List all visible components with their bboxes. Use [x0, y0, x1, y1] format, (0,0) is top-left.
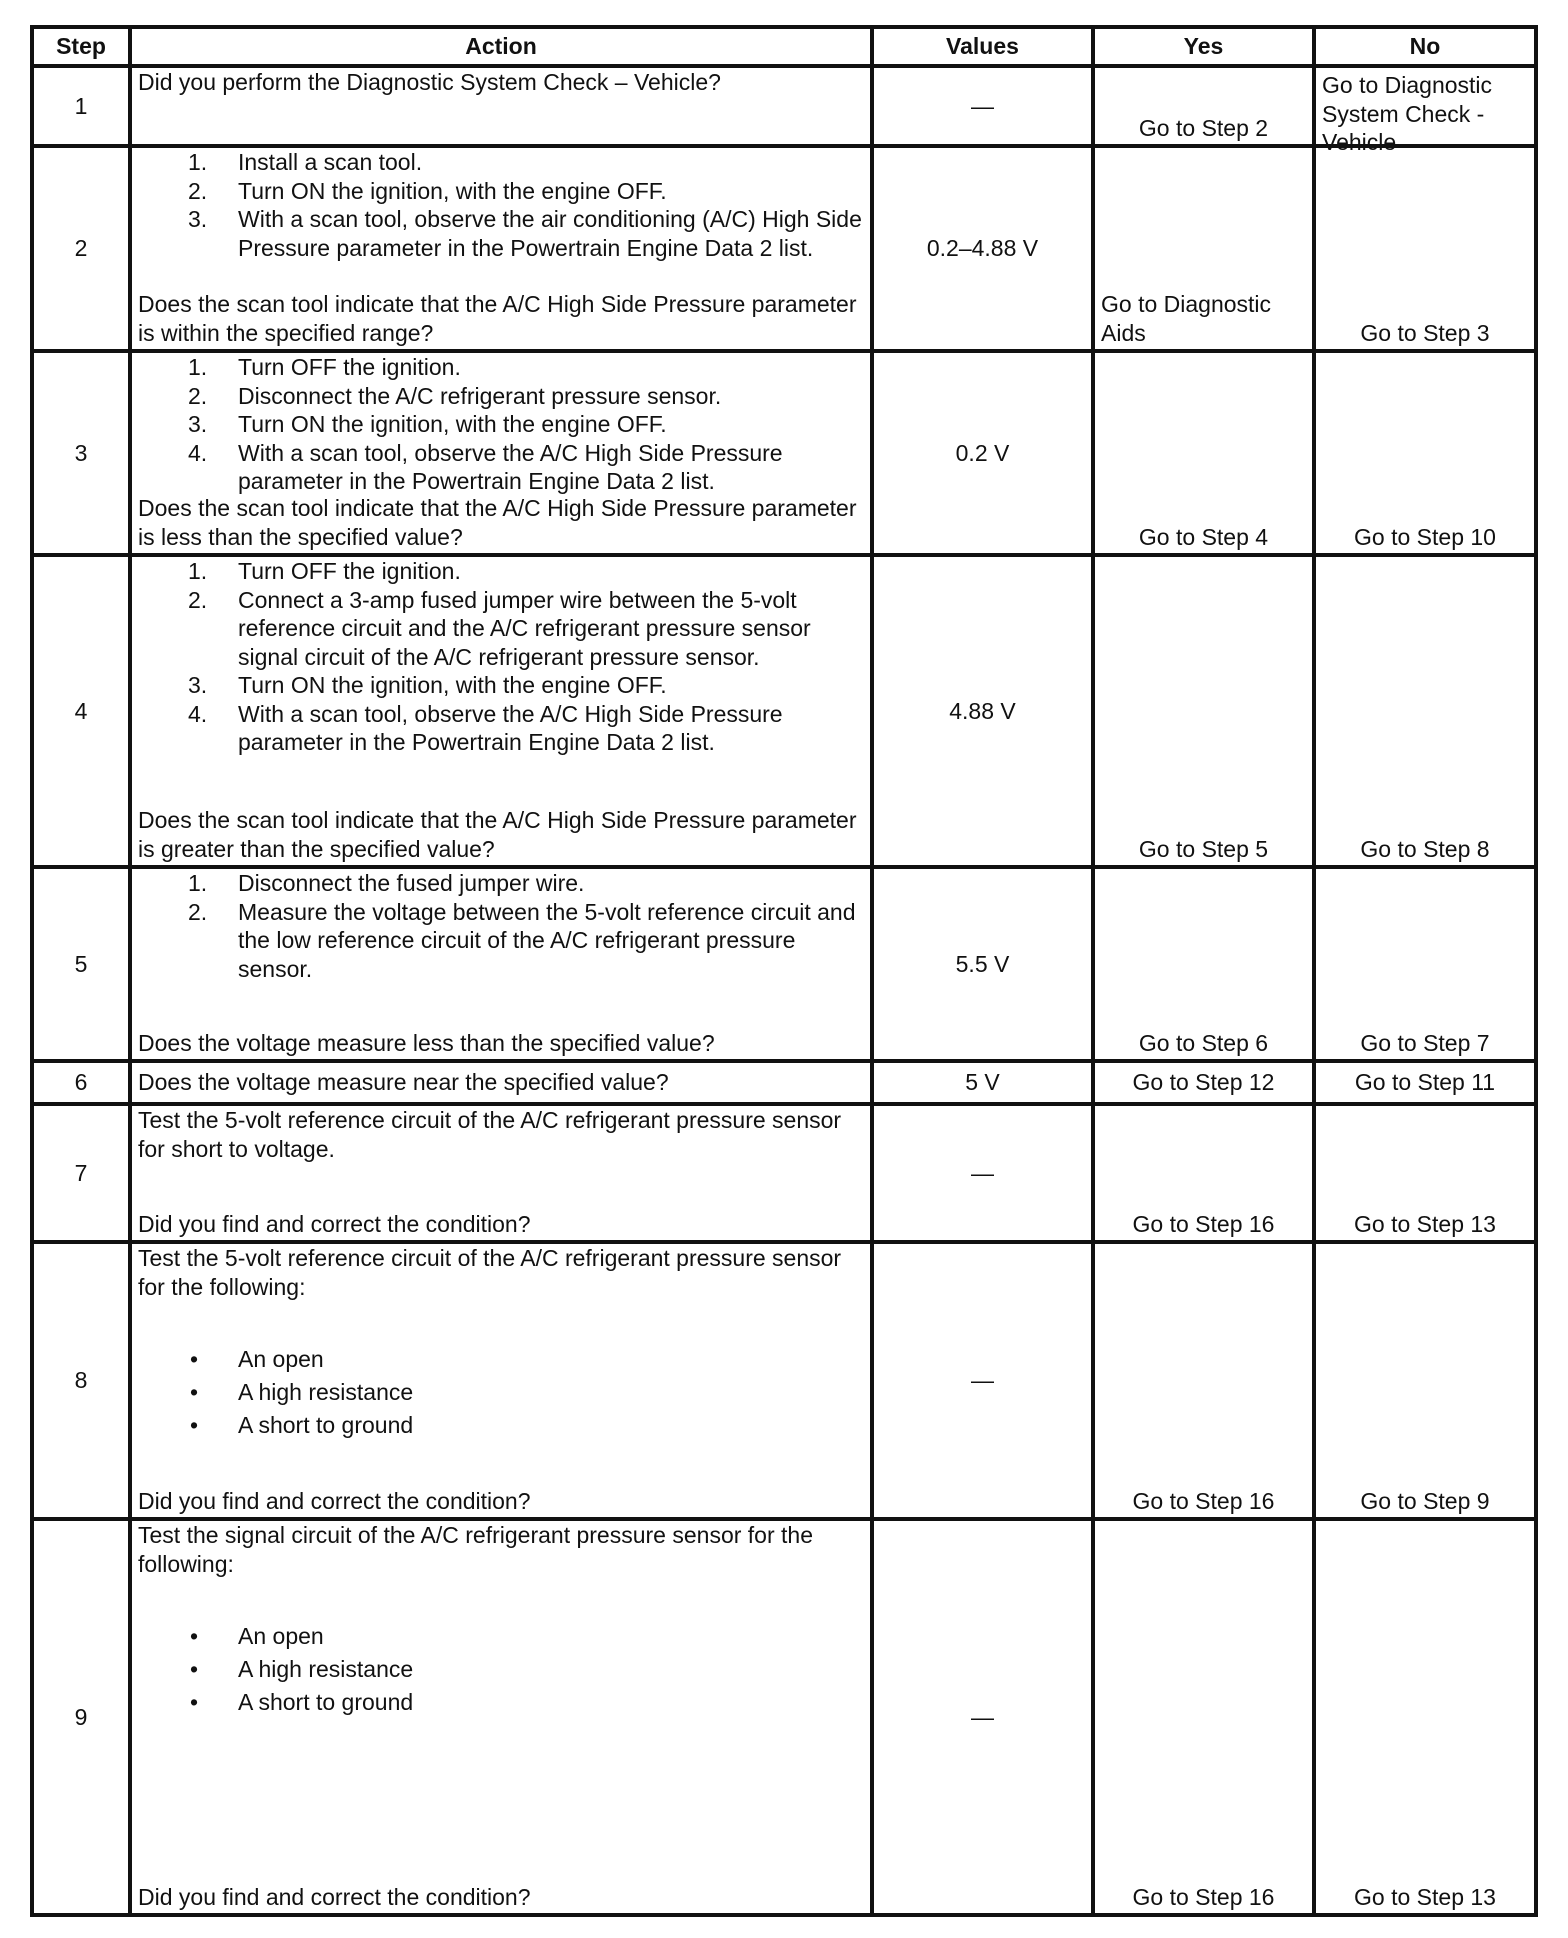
table-row: [32, 146, 1536, 351]
list-item: 1. Turn OFF the ignition.: [188, 558, 461, 584]
action-cell: [130, 66, 872, 146]
table-row: [32, 1242, 1536, 1519]
diagnostic-table: [30, 25, 1538, 1917]
yes-cell: [1093, 1519, 1314, 1915]
values-cell: —: [872, 1104, 1093, 1242]
yes-cell: [1093, 351, 1314, 555]
table-row: [32, 555, 1536, 867]
action-text: Test the 5-volt reference circuit of the A/C refrigerant pressure sensor for the following:: [138, 1245, 842, 1300]
list-item: 3. Turn ON the ignition, with the engine OFF.: [188, 672, 667, 698]
list-item: 4. With a scan tool, observe the A/C High Side Pressure parameter in the Powertrain Engine Data 2 list.: [188, 700, 783, 755]
values-cell: —: [872, 66, 1093, 146]
action-cell: [130, 867, 872, 1061]
values-cell: 4.88 V: [872, 555, 1093, 867]
list-item: 1. Turn OFF the ignition.: [188, 354, 461, 380]
table-row: [32, 1519, 1536, 1915]
action-question: Did you find and correct the condition?: [138, 1883, 531, 1910]
action-cell: [130, 351, 872, 555]
list-item: • A short to ground: [190, 1689, 414, 1715]
list-item: • A high resistance: [190, 1379, 414, 1405]
no-link[interactable]: Go to Step 10: [1354, 523, 1496, 550]
action-question: Did you find and correct the condition?: [138, 1487, 531, 1514]
step-number: 8: [32, 1242, 130, 1519]
header-yes: Yes: [1093, 27, 1314, 66]
no-link[interactable]: Go to Step 9: [1360, 1487, 1490, 1514]
header-action: Action: [130, 27, 872, 66]
step-number: 7: [32, 1104, 130, 1242]
numbered-steps: [138, 557, 864, 757]
list-item: • An open: [190, 1623, 324, 1649]
yes-cell: [1093, 867, 1314, 1061]
list-item: 3. Turn ON the ignition, with the engine OFF.: [188, 411, 667, 437]
yes-link[interactable]: Go to Step 16: [1132, 1210, 1275, 1237]
no-link[interactable]: Go to Step 11: [1314, 1061, 1536, 1104]
yes-cell: [1093, 146, 1314, 351]
action-text: Test the 5-volt reference circuit of the A/C refrigerant pressure sensor for short to voltage.: [138, 1107, 842, 1162]
numbered-steps: [138, 869, 864, 983]
list-item: 2. Turn ON the ignition, with the engine OFF.: [188, 177, 667, 204]
list-item: • An open: [190, 1346, 324, 1372]
no-link[interactable]: Go to Diagnostic System Check - Vehicle: [1322, 72, 1493, 155]
action-question: Did you find and correct the condition?: [138, 1210, 531, 1237]
yes-cell: [1093, 1242, 1314, 1519]
no-cell: [1314, 146, 1536, 351]
yes-link[interactable]: Go to Step 6: [1138, 1029, 1269, 1056]
list-item: • A high resistance: [190, 1656, 414, 1682]
table-row: [32, 66, 1536, 146]
header-step: Step: [32, 27, 130, 66]
action-text: Does the voltage measure near the specified value?: [138, 1069, 669, 1096]
yes-link[interactable]: Go to Step 2: [1138, 114, 1269, 141]
list-item: 4. With a scan tool, observe the A/C High Side Pressure parameter in the Powertrain Engine Data 2 list.: [188, 439, 783, 494]
bullet-list: [138, 1343, 864, 1442]
action-cell: [130, 1104, 872, 1242]
list-item: 1. Disconnect the fused jumper wire.: [188, 870, 585, 896]
no-link[interactable]: Go to Step 3: [1360, 319, 1490, 346]
yes-link[interactable]: Go to Step 5: [1138, 835, 1269, 862]
step-number: 6: [32, 1061, 130, 1104]
list-item: 2. Connect a 3-amp fused jumper wire between the 5-volt reference circuit and the A/C refrigerant pressure sensor signal circuit of the A/C refrigerant pressure sensor.: [188, 586, 811, 670]
values-cell: 0.2–4.88 V: [872, 146, 1093, 351]
table-row: [32, 1061, 1536, 1104]
no-cell: [1314, 1242, 1536, 1519]
no-cell: [1314, 867, 1536, 1061]
step-number: 5: [32, 867, 130, 1061]
action-cell: [130, 1061, 872, 1104]
no-link[interactable]: Go to Step 13: [1354, 1210, 1496, 1237]
yes-link[interactable]: Go to Step 4: [1138, 523, 1269, 550]
yes-cell: [1093, 1104, 1314, 1242]
list-item: 1. Install a scan tool.: [188, 149, 423, 175]
list-item: 2. Disconnect the A/C refrigerant pressure sensor.: [188, 382, 722, 409]
header-values: Values: [872, 27, 1093, 66]
no-cell: [1314, 555, 1536, 867]
header-row: [32, 27, 1536, 66]
values-cell: —: [872, 1519, 1093, 1915]
action-question: Does the scan tool indicate that the A/C High Side Pressure parameter is within the specified range?: [138, 291, 857, 346]
list-item: 2. Measure the voltage between the 5-volt reference circuit and the low reference circuit of the A/C refrigerant pressure sensor.: [188, 898, 856, 982]
values-cell: 0.2 V: [872, 351, 1093, 555]
table-row: [32, 351, 1536, 555]
action-text: Did you perform the Diagnostic System Check – Vehicle?: [138, 69, 721, 95]
yes-link[interactable]: Go to Step 12: [1093, 1061, 1314, 1104]
action-cell: [130, 1519, 872, 1915]
yes-link[interactable]: Go to Step 16: [1132, 1487, 1275, 1514]
action-text: Test the signal circuit of the A/C refrigerant pressure sensor for the following:: [138, 1522, 813, 1577]
numbered-steps: [138, 148, 864, 262]
table-row: [32, 867, 1536, 1061]
step-number: 4: [32, 555, 130, 867]
action-question: Does the voltage measure less than the specified value?: [138, 1029, 715, 1056]
action-question: Does the scan tool indicate that the A/C High Side Pressure parameter is less than the specified value?: [138, 495, 857, 550]
yes-cell: [1093, 555, 1314, 867]
action-question: Does the scan tool indicate that the A/C High Side Pressure parameter is greater than the specified value?: [138, 807, 857, 862]
no-link[interactable]: Go to Step 13: [1354, 1883, 1496, 1910]
no-link[interactable]: Go to Step 8: [1360, 835, 1490, 862]
list-item: 3. With a scan tool, observe the air conditioning (A/C) High Side Pressure parameter in the Powertrain Engine Data 2 list.: [188, 206, 862, 261]
step-number: 3: [32, 351, 130, 555]
values-cell: 5.5 V: [872, 867, 1093, 1061]
no-cell: [1314, 1519, 1536, 1915]
action-cell: [130, 1242, 872, 1519]
yes-link[interactable]: Go to Step 16: [1132, 1883, 1275, 1910]
no-cell: [1314, 66, 1536, 155]
header-no: No: [1314, 27, 1536, 66]
action-cell: [130, 555, 872, 867]
no-cell: [1314, 1104, 1536, 1242]
yes-cell: [1093, 66, 1314, 146]
values-cell: 5 V: [872, 1061, 1093, 1104]
table-row: [32, 1104, 1536, 1242]
step-number: 2: [32, 146, 130, 351]
action-cell: [130, 146, 872, 351]
step-number: 9: [32, 1519, 130, 1915]
yes-link[interactable]: Go to Diagnostic Aids: [1101, 291, 1272, 346]
values-cell: —: [872, 1242, 1093, 1519]
no-cell: [1314, 351, 1536, 555]
bullet-list: [138, 1620, 864, 1719]
list-item: • A short to ground: [190, 1412, 414, 1438]
no-link[interactable]: Go to Step 7: [1360, 1029, 1490, 1056]
numbered-steps: [138, 353, 864, 496]
step-number: 1: [32, 66, 130, 146]
